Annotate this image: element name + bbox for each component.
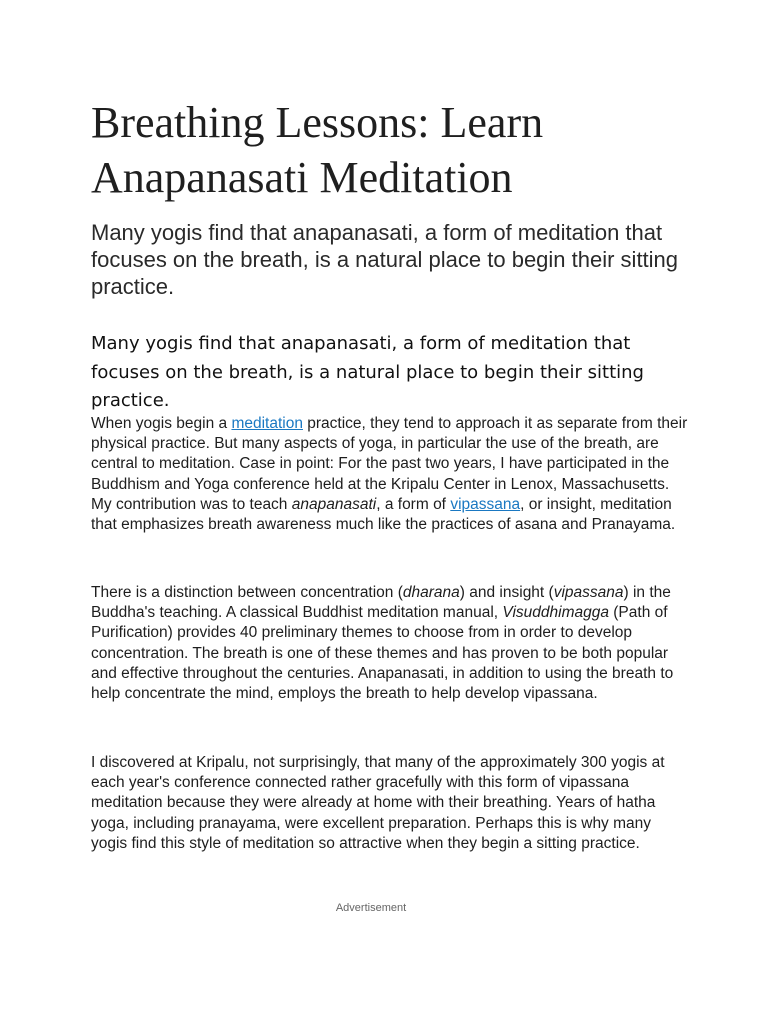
paragraph-2-text-1: There is a distinction between concentration ( bbox=[91, 584, 403, 601]
paragraph-1-text-4: , or insight, meditation that emphasizes breath awareness much like the practices of asana and Pranayama. bbox=[91, 495, 676, 534]
paragraph-3: I discovered at Kripalu, not surprisingly, that many of the approximately 300 yogis at each year's conference connected rather gracefully with this form of vipassana meditation because they were already at home with their breathing. Years of hatha yoga, including pranayama, were excellent preparation. Perhaps this is why many yogis find this style of meditation so attractive when they begin a sitting practice. bbox=[91, 754, 665, 852]
paragraph-1-text-2: practice, they tend to approach it as separate from their physical practice. But many aspects of yoga, in particular the use of the breath, are central to meditation. Case in point: For the past two years, I have participated in the Buddhism and Yoga conference held at the Kripalu Center in Lenox, Massachusetts. My contribution was to teach bbox=[91, 415, 688, 513]
paragraph-2-text-4: (Path of Purification) provides 40 preliminary themes to choose from in order to develop concentration. The breath is one of these themes and has proven to be both popular and effective throughout the centuries. Anapanasati, in addition to using the breath to help concentrate the mind, employs the breath to help develop vipassana. bbox=[91, 604, 674, 703]
vipassana-link[interactable]: vipassana bbox=[450, 495, 521, 513]
paragraph-2-text-3: ) in the Buddha's teaching. A classical Buddhist meditation manual, bbox=[91, 584, 671, 622]
advertisement-label: Advertisement bbox=[335, 902, 407, 914]
visuddhimagga-emphasis: Visuddhimagga bbox=[502, 604, 609, 622]
paragraph-1-text-1: When yogis begin a bbox=[91, 415, 232, 432]
dharana-emphasis: dharana bbox=[402, 584, 460, 601]
title-line-1: Breathing Lessons: Learn bbox=[91, 98, 544, 147]
paragraph-1-text-3: , a form of bbox=[376, 495, 451, 513]
title-line-2: Anapanasati Meditation bbox=[91, 153, 513, 202]
article-subtitle: Many yogis find that anapanasati, a form of meditation that focuses on the breath, is a natural place to begin their sitting practice. bbox=[91, 220, 679, 299]
paragraph-1 bbox=[91, 414, 691, 535]
article-heading: Many yogis find that anapanasati, a form of meditation that focuses on the breath, is a natural place to begin their sitting practice. bbox=[91, 333, 644, 411]
meditation-link[interactable]: meditation bbox=[231, 415, 303, 432]
paragraph-2 bbox=[91, 583, 691, 704]
vipassana-emphasis: vipassana bbox=[553, 584, 624, 601]
paragraph-2-text-2: ) and insight ( bbox=[459, 584, 554, 601]
anapanasati-emphasis: anapanasati bbox=[291, 495, 377, 513]
page-title bbox=[91, 95, 691, 205]
